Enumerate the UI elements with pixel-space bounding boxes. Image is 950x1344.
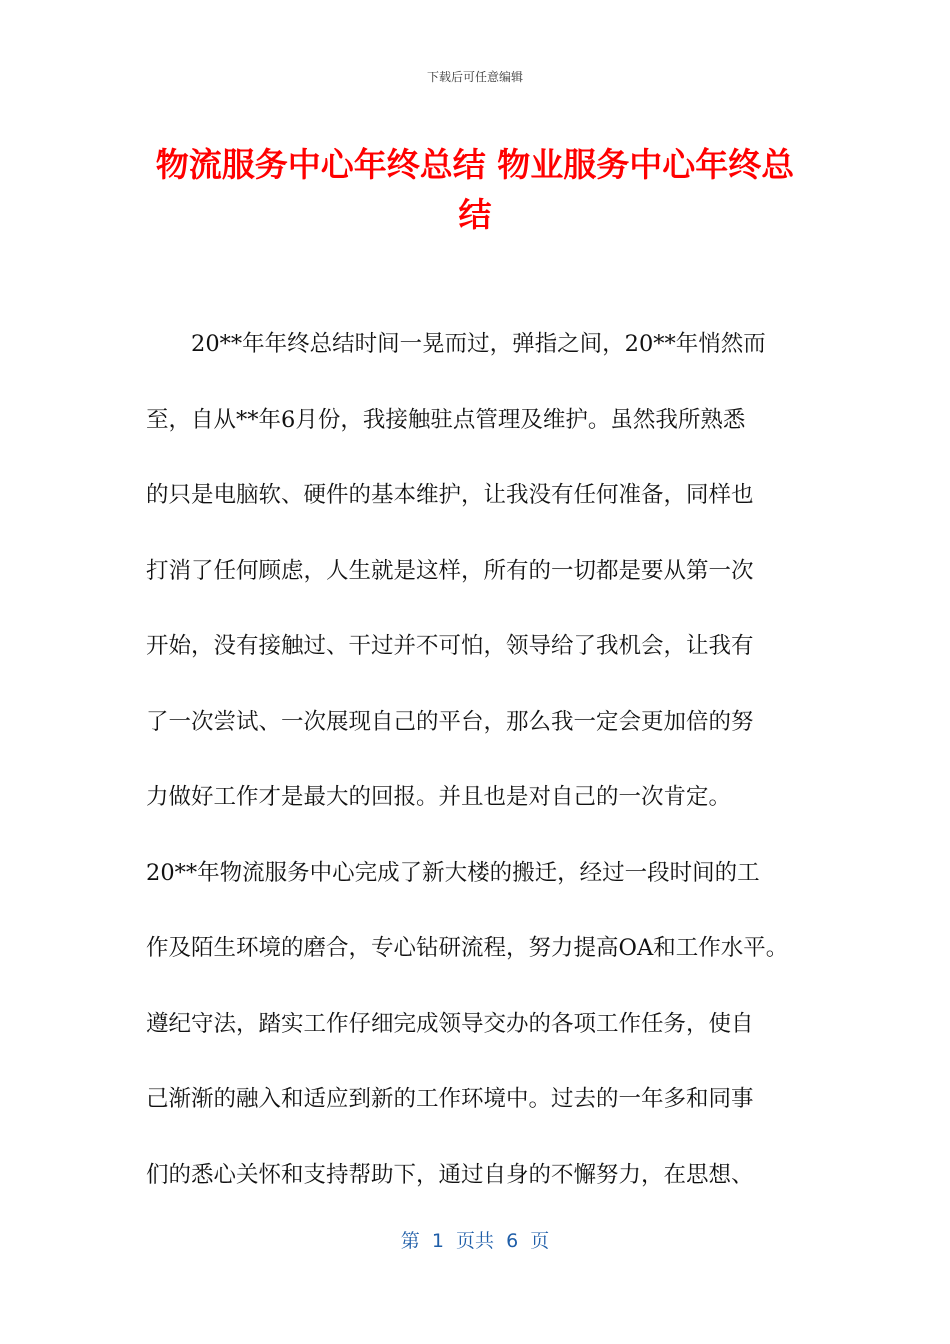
body-text bbox=[146, 327, 826, 1233]
title-line-1: 物流服务中心年终总结 物业服务中心年终总 bbox=[155, 145, 795, 184]
document-title bbox=[100, 140, 850, 240]
body-line: 开始，没有接触过、干过并不可怕，领导给了我机会，让我有 bbox=[146, 633, 754, 659]
body-line: 了一次尝试、一次展现自己的平台，那么我一定会更加倍的努 bbox=[146, 708, 754, 735]
body-line: 己渐渐的融入和适应到新的工作环境中。过去的一年多和同事 bbox=[146, 1086, 754, 1112]
body-line: 作及陌生环境的磨合，专心钻研流程，努力提高OA和工作水平。 bbox=[146, 935, 789, 961]
body-line: 20**年年终总结时间一晃而过，弹指之间，20**年悄然而 bbox=[191, 331, 766, 357]
body-line: 打消了任何顾虑，人生就是这样，所有的一切都是要从第一次 bbox=[146, 557, 754, 584]
body-line: 的只是电脑软、硬件的基本维护，让我没有任何准备，同样也 bbox=[146, 482, 754, 508]
body-line: 们的悉心关怀和支持帮助下，通过自身的不懈努力，在思想、 bbox=[146, 1161, 754, 1188]
body-line: 至，自从**年6月份，我接触驻点管理及维护。虽然我所熟悉 bbox=[146, 406, 746, 433]
body-line: 遵纪守法，踏实工作仔细完成领导交办的各项工作任务，使自 bbox=[146, 1010, 754, 1037]
header-note: 下载后可任意编辑 bbox=[426, 70, 523, 84]
title-line-2: 结 bbox=[458, 195, 492, 234]
body-line: 力做好工作才是最大的回报。并且也是对自己的一次肯定。 bbox=[146, 784, 732, 810]
body-line: 20**年物流服务中心完成了新大楼的搬迁，经过一段时间的工 bbox=[146, 859, 760, 886]
page-number-footer: 第 1 页共 6 页 bbox=[400, 1230, 550, 1252]
